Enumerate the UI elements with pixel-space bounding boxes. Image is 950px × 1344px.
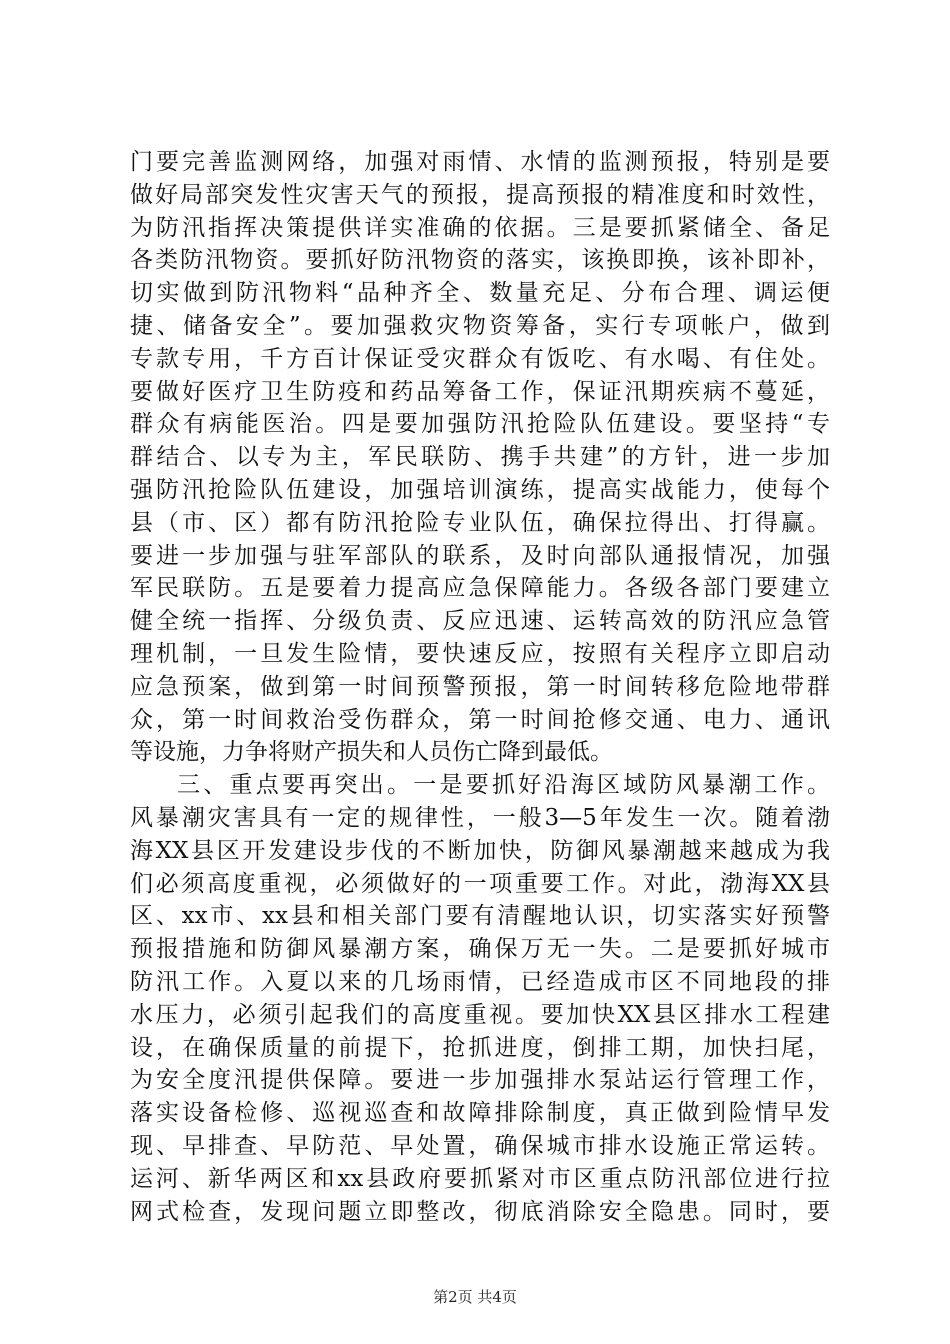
text-line: 门要完善监测网络，加强对雨情、水情的监测预报，特别是要: [130, 149, 830, 175]
text-line: 众，第一时间救治受伤群众，第一时间抢修交通、电力、通讯: [130, 706, 830, 733]
text-line: 设，在确保质量的前提下，抢抓进度，倒排工期，加快扫尾，: [130, 1034, 830, 1061]
text-line: 应急预案，做到第一时间预警预报，第一时间转移危险地带群: [130, 673, 830, 700]
text-line: 强防汛抢险队伍建设，加强培训演练，提高实战能力，使每个: [130, 476, 830, 503]
text-line: 捷、储备安全”。要加强救灾物资筹备，实行专项帐户，做到: [130, 312, 830, 339]
text-line: 等设施，力争将财产损失和人员伤亡降到最低。: [130, 739, 613, 766]
text-line: 各类防汛物资。要抓好防汛物资的落实，该换即换，该补即补，: [130, 247, 830, 274]
text-line: 防汛工作。入夏以来的几场雨情，已经造成市区不同地段的排: [130, 968, 830, 995]
text-line: 健全统一指挥、分级负责、反应迅速、运转高效的防汛应急管: [130, 608, 830, 635]
text-line: 们必须高度重视，必须做好的一项重要工作。对此，渤海XX县: [130, 870, 830, 897]
text-line: 专款专用，千方百计保证受灾群众有饭吃、有水喝、有住处。: [130, 345, 830, 372]
text-line: 预报措施和防御风暴潮方案，确保万无一失。二是要抓好城市: [130, 936, 830, 963]
page-number-footer: 第2页 共4页: [433, 1288, 517, 1306]
text-line: 海XX县区开发建设步伐的不断加快，防御风暴潮越来越成为我: [130, 837, 830, 864]
text-line: 水压力，必须引起我们的高度重视。要加快XX县区排水工程建: [130, 1001, 830, 1028]
text-line: 网式检查，发现问题立即整改，彻底消除安全隐患。同时，要: [130, 1198, 830, 1225]
text-line: 要进一步加强与驻军部队的联系，及时向部队通报情况，加强: [130, 542, 830, 569]
text-line: 县（市、区）都有防汛抢险专业队伍，确保拉得出、打得赢。: [130, 509, 830, 536]
text-line: 落实设备检修、巡视巡查和故障排除制度，真正做到险情早发: [130, 1100, 830, 1127]
text-line: 区、xx市、xx县和相关部门要有清醒地认识，切实落实好预警: [130, 903, 830, 930]
section-heading-line: 三、重点要再突出。一是要抓好沿海区域防风暴潮工作。: [177, 772, 830, 799]
text-line: 军民联防。五是要着力提高应急保障能力。各级各部门要建立: [130, 575, 830, 602]
body-text: [130, 146, 830, 1228]
text-line: 现、早排查、早防范、早处置，确保城市排水设施正常运转。: [130, 1132, 830, 1159]
text-line: 为安全度汛提供保障。要进一步加强排水泵站运行管理工作，: [130, 1067, 830, 1094]
text-line: 理机制，一旦发生险情，要快速反应，按照有关程序立即启动: [130, 640, 830, 667]
text-line: 运河、新华两区和xx县政府要抓紧对市区重点防汛部位进行拉: [130, 1165, 830, 1192]
text-line: 风暴潮灾害具有一定的规律性，一般3—5年发生一次。随着渤: [130, 804, 830, 831]
text-line: 切实做到防汛物料“品种齐全、数量充足、分布合理、调运便: [130, 280, 830, 307]
text-line: 群结合、以专为主，军民联防、携手共建”的方针，进一步加: [130, 444, 830, 471]
text-line: 做好局部突发性灾害天气的预报，提高预报的精准度和时效性，: [130, 181, 830, 208]
text-line: 要做好医疗卫生防疫和药品筹备工作，保证汛期疾病不蔓延，: [130, 378, 830, 405]
text-line: 为防汛指挥决策提供详实准确的依据。三是要抓紧储全、备足: [130, 214, 830, 241]
text-line: 群众有病能医治。四是要加强防汛抢险队伍建设。要坚持“专: [130, 411, 830, 438]
